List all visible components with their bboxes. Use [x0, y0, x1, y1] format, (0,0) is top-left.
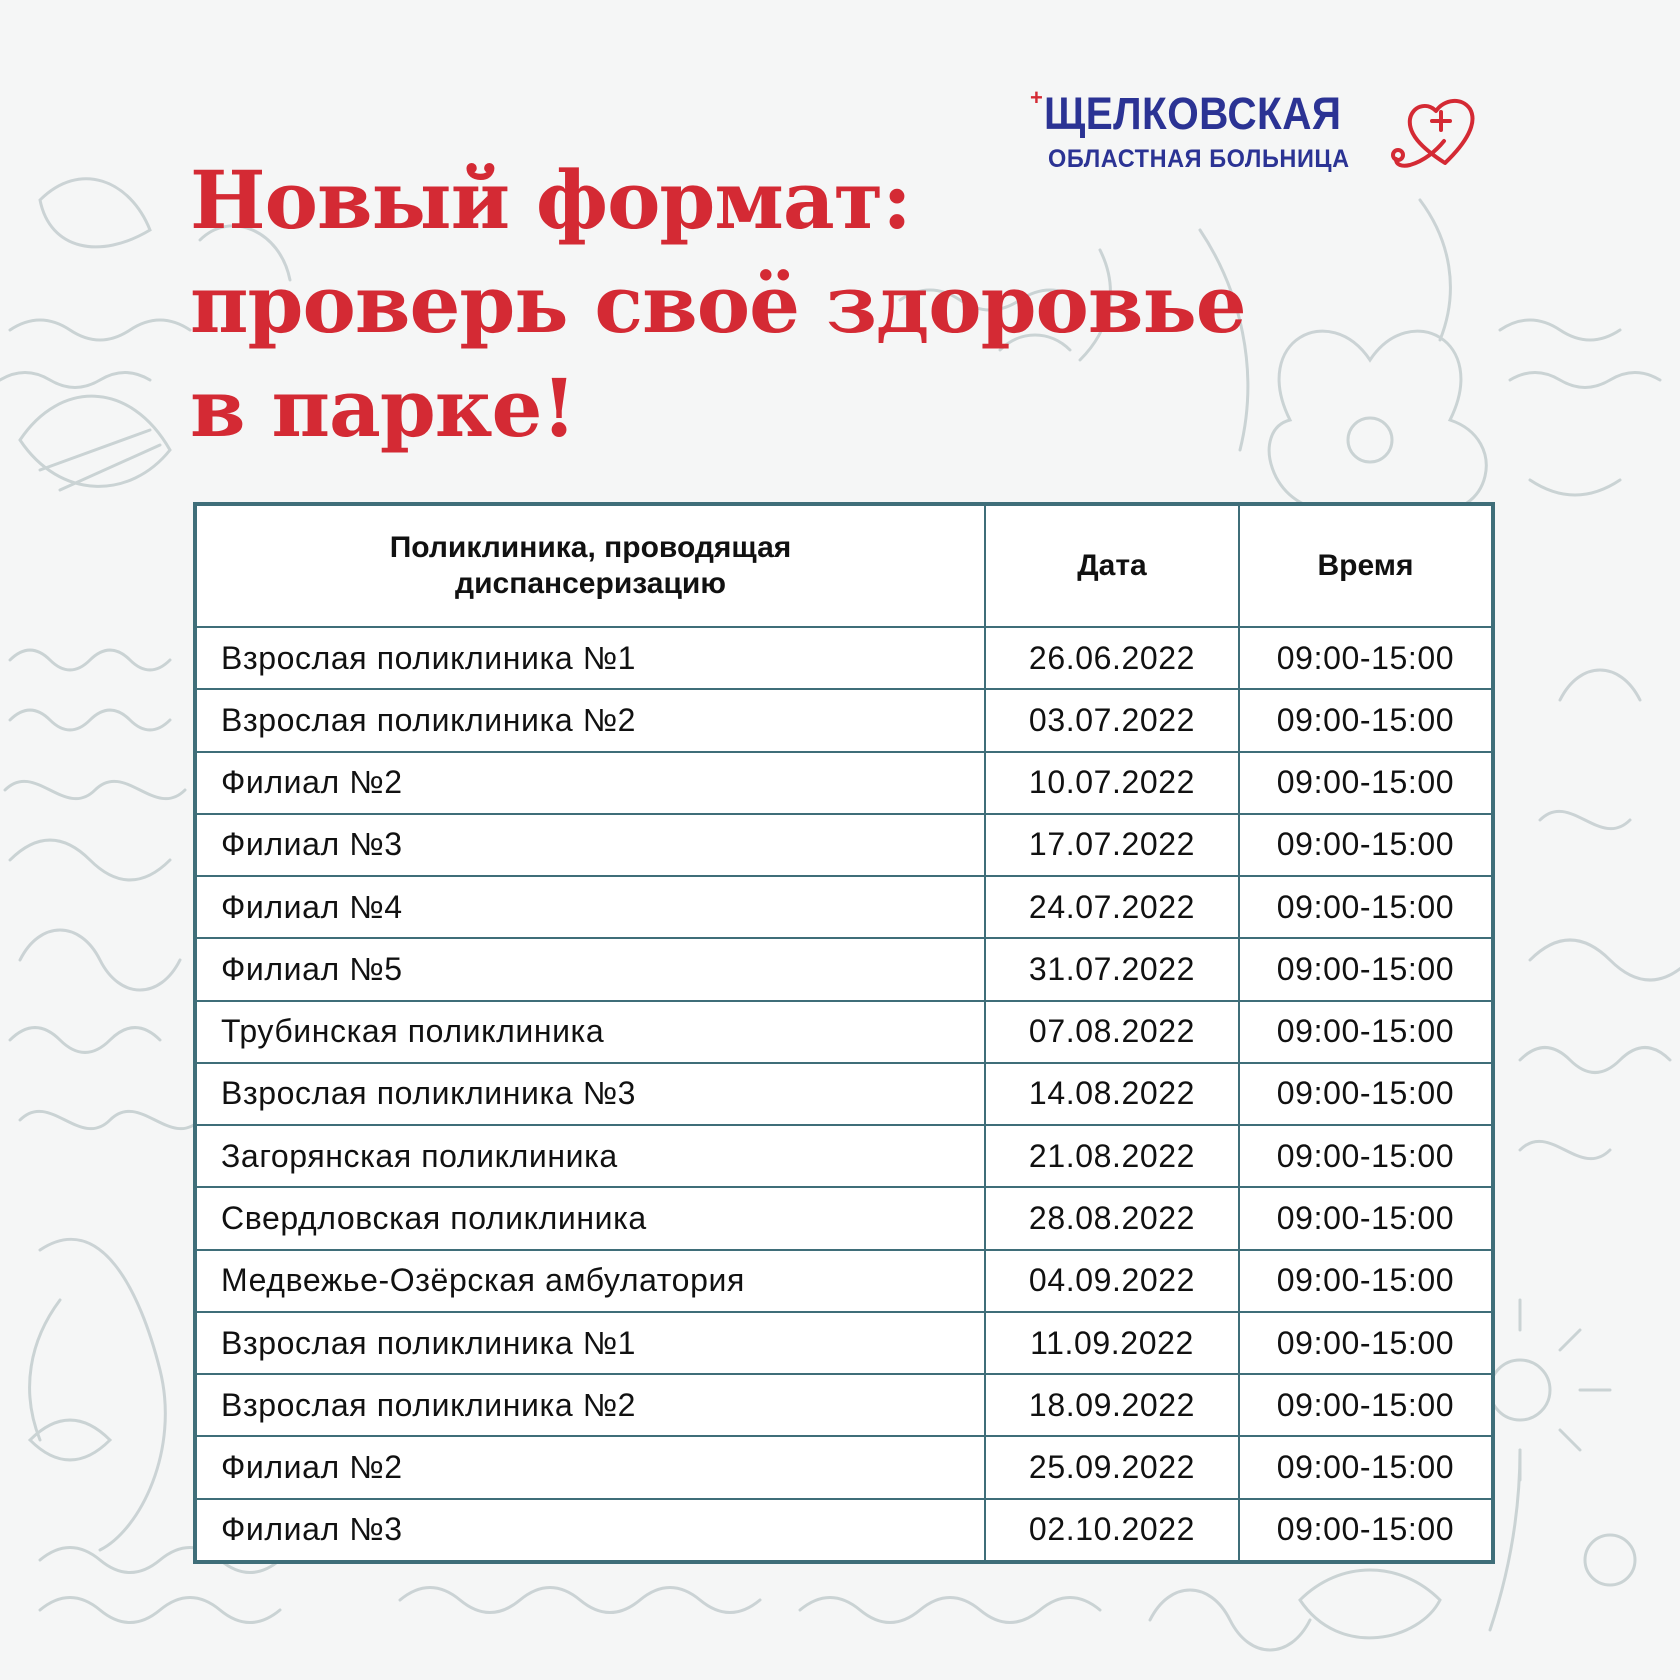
- cell-clinic: Филиал №3: [195, 814, 985, 876]
- cell-clinic: Загорянская поликлиника: [195, 1125, 985, 1187]
- cell-date: 04.09.2022: [985, 1250, 1239, 1312]
- cell-clinic: Свердловская поликлиника: [195, 1187, 985, 1249]
- cell-time: 09:00-15:00: [1239, 1001, 1493, 1063]
- cell-clinic: Трубинская поликлиника: [195, 1001, 985, 1063]
- cell-time: 09:00-15:00: [1239, 814, 1493, 876]
- page-title: [190, 148, 1390, 460]
- header-date: Дата: [985, 504, 1239, 627]
- cell-date: 14.08.2022: [985, 1063, 1239, 1125]
- table-row: [195, 1312, 1493, 1374]
- table-row: [195, 1001, 1493, 1063]
- cell-clinic: Взрослая поликлиника №1: [195, 1312, 985, 1374]
- cell-time: 09:00-15:00: [1239, 689, 1493, 751]
- cell-clinic: Филиал №2: [195, 1436, 985, 1498]
- cell-date: 10.07.2022: [985, 752, 1239, 814]
- table-row: [195, 1063, 1493, 1125]
- header-time: Время: [1239, 504, 1493, 627]
- logo-title: ЩЕЛКОВСКАЯ: [1044, 88, 1342, 139]
- header-clinic: Поликлиника, проводящая диспансеризацию: [195, 504, 985, 627]
- table-row: [195, 752, 1493, 814]
- cell-date: 11.09.2022: [985, 1312, 1239, 1374]
- cell-date: 25.09.2022: [985, 1436, 1239, 1498]
- cell-date: 03.07.2022: [985, 689, 1239, 751]
- cell-time: 09:00-15:00: [1239, 1312, 1493, 1374]
- cell-date: 21.08.2022: [985, 1125, 1239, 1187]
- cell-date: 31.07.2022: [985, 938, 1239, 1000]
- table-row: [195, 1125, 1493, 1187]
- cell-time: 09:00-15:00: [1239, 1187, 1493, 1249]
- cell-time: 09:00-15:00: [1239, 627, 1493, 689]
- cell-clinic: Взрослая поликлиника №3: [195, 1063, 985, 1125]
- title-line-1: Новый формат:: [190, 153, 911, 247]
- cell-time: 09:00-15:00: [1239, 938, 1493, 1000]
- table-row: [195, 1187, 1493, 1249]
- cell-clinic: Взрослая поликлиника №2: [195, 689, 985, 751]
- table-row: [195, 814, 1493, 876]
- cell-time: 09:00-15:00: [1239, 876, 1493, 938]
- title-line-3: в парке!: [190, 361, 576, 455]
- cell-date: 02.10.2022: [985, 1499, 1239, 1562]
- cell-date: 24.07.2022: [985, 876, 1239, 938]
- table-header-row: [195, 504, 1493, 627]
- cell-clinic: Филиал №5: [195, 938, 985, 1000]
- cell-clinic: Медвежье-Озёрская амбулатория: [195, 1250, 985, 1312]
- table-row: [195, 876, 1493, 938]
- cell-time: 09:00-15:00: [1239, 1125, 1493, 1187]
- cell-date: 18.09.2022: [985, 1374, 1239, 1436]
- cell-date: 28.08.2022: [985, 1187, 1239, 1249]
- table-row: [195, 1499, 1493, 1562]
- table-row: [195, 1374, 1493, 1436]
- cell-clinic: Взрослая поликлиника №1: [195, 627, 985, 689]
- cell-date: 07.08.2022: [985, 1001, 1239, 1063]
- cell-time: 09:00-15:00: [1239, 1436, 1493, 1498]
- cell-time: 09:00-15:00: [1239, 752, 1493, 814]
- cell-clinic: Филиал №2: [195, 752, 985, 814]
- logo-cross-icon: +: [1030, 85, 1043, 110]
- table-row: [195, 627, 1493, 689]
- cell-time: 09:00-15:00: [1239, 1499, 1493, 1562]
- table-row: [195, 938, 1493, 1000]
- table-row: [195, 1250, 1493, 1312]
- schedule-table: [193, 502, 1495, 1564]
- logo-subtitle: ОБЛАСТНАЯ БОЛЬНИЦА: [1048, 145, 1350, 173]
- cell-clinic: Взрослая поликлиника №2: [195, 1374, 985, 1436]
- title-line-2: проверь своё здоровье: [190, 257, 1246, 351]
- heart-stethoscope-icon: [1390, 85, 1490, 180]
- table-row: [195, 1436, 1493, 1498]
- cell-clinic: Филиал №4: [195, 876, 985, 938]
- cell-date: 26.06.2022: [985, 627, 1239, 689]
- cell-date: 17.07.2022: [985, 814, 1239, 876]
- cell-time: 09:00-15:00: [1239, 1250, 1493, 1312]
- cell-time: 09:00-15:00: [1239, 1063, 1493, 1125]
- cell-clinic: Филиал №3: [195, 1499, 985, 1562]
- cell-time: 09:00-15:00: [1239, 1374, 1493, 1436]
- table-row: [195, 689, 1493, 751]
